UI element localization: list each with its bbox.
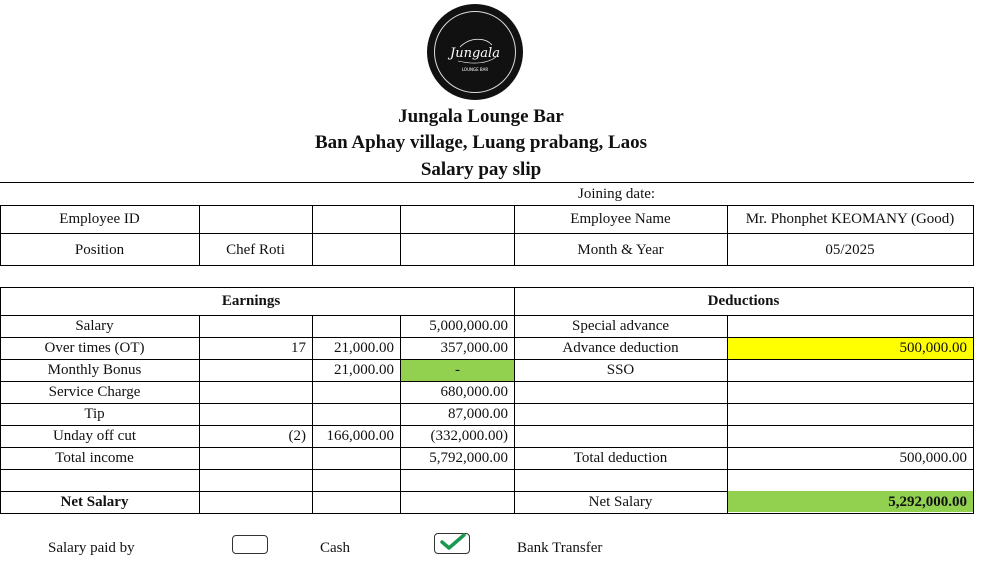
company-address: Ban Aphay village, Luang prabang, Laos bbox=[314, 132, 648, 153]
grid-line bbox=[0, 381, 974, 382]
earnings-row-qty: 17 bbox=[291, 340, 306, 356]
deductions-row-amount: 500,000.00 bbox=[899, 450, 967, 466]
net-salary-amount: 5,292,000.00 bbox=[728, 491, 973, 512]
bank-transfer-checkbox[interactable] bbox=[434, 533, 470, 554]
company-name: Jungala Lounge Bar bbox=[398, 106, 564, 127]
deductions-row-label: Special advance bbox=[571, 318, 670, 334]
earnings-row-rate: 166,000.00 bbox=[326, 428, 394, 444]
deductions-row-label: SSO bbox=[606, 362, 635, 378]
earnings-row-amount: 357,000.00 bbox=[440, 340, 508, 356]
grid-line bbox=[973, 205, 974, 266]
bank-transfer-label: Bank Transfer bbox=[517, 540, 603, 556]
grid-line bbox=[0, 469, 974, 470]
earnings-row-amount: 680,000.00 bbox=[440, 384, 508, 400]
document-title: Salary pay slip bbox=[420, 159, 542, 180]
position-label: Position bbox=[74, 242, 125, 258]
salary-paid-by-label: Salary paid by bbox=[48, 540, 135, 556]
grid-line bbox=[312, 205, 313, 266]
joining-date-label: Joining date: bbox=[578, 186, 656, 202]
deductions-row-label: Advance deduction bbox=[562, 340, 679, 356]
position-value: Chef Roti bbox=[226, 242, 285, 258]
earnings-row-label: Over times (OT) bbox=[44, 340, 145, 356]
earnings-row-label: Total income bbox=[55, 450, 134, 466]
earnings-row-qty: (2) bbox=[288, 428, 306, 444]
deductions-row-label: Total deduction bbox=[573, 450, 668, 466]
cash-checkbox[interactable] bbox=[232, 535, 268, 554]
cash-label: Cash bbox=[320, 540, 350, 556]
earnings-row-amount: 87,000.00 bbox=[448, 406, 508, 422]
logo-subtext: LOUNGE BAR bbox=[461, 67, 489, 72]
grid-line bbox=[0, 513, 974, 514]
deductions-header: Deductions bbox=[707, 293, 780, 309]
grid-line bbox=[0, 182, 974, 183]
earnings-row-label: Tip bbox=[84, 406, 105, 422]
earnings-header: Earnings bbox=[221, 293, 281, 309]
grid-line bbox=[0, 287, 974, 288]
logo-text: Jungala bbox=[450, 46, 500, 61]
deductions-row-amount: 500,000.00 bbox=[728, 338, 973, 359]
grid-line bbox=[0, 403, 974, 404]
employee-id-label: Employee ID bbox=[59, 211, 140, 227]
earnings-row-amount: (332,000.00) bbox=[430, 428, 508, 444]
earnings-row-amount: 5,000,000.00 bbox=[429, 318, 508, 334]
earnings-row-amount: - bbox=[401, 360, 514, 381]
employee-name-label: Employee Name bbox=[570, 211, 671, 227]
earnings-row-rate: 21,000.00 bbox=[334, 340, 394, 356]
logo-graphic bbox=[430, 7, 520, 97]
grid-line bbox=[0, 425, 974, 426]
earnings-row-label: Service Charge bbox=[48, 384, 141, 400]
earnings-row-label: Monthly Bonus bbox=[47, 362, 142, 378]
grid-line bbox=[400, 205, 401, 266]
check-mark-icon bbox=[435, 532, 469, 552]
month-year-label: Month & Year bbox=[577, 242, 664, 258]
earnings-row-label: Salary bbox=[75, 318, 114, 334]
grid-line bbox=[0, 315, 974, 316]
company-logo bbox=[427, 4, 523, 100]
grid-line bbox=[0, 205, 974, 206]
grid-line bbox=[0, 447, 974, 448]
earnings-row-amount: 5,792,000.00 bbox=[429, 450, 508, 466]
grid-line bbox=[973, 287, 974, 514]
grid-line bbox=[0, 265, 974, 266]
grid-line bbox=[0, 233, 974, 234]
employee-name-value: Mr. Phonphet KEOMANY (Good) bbox=[745, 211, 955, 227]
deductions-net-label: Net Salary bbox=[588, 494, 653, 510]
earnings-net-label: Net Salary bbox=[60, 494, 129, 510]
month-year-value: 05/2025 bbox=[825, 242, 875, 258]
earnings-row-rate: 21,000.00 bbox=[334, 362, 394, 378]
earnings-row-label: Unday off cut bbox=[52, 428, 137, 444]
